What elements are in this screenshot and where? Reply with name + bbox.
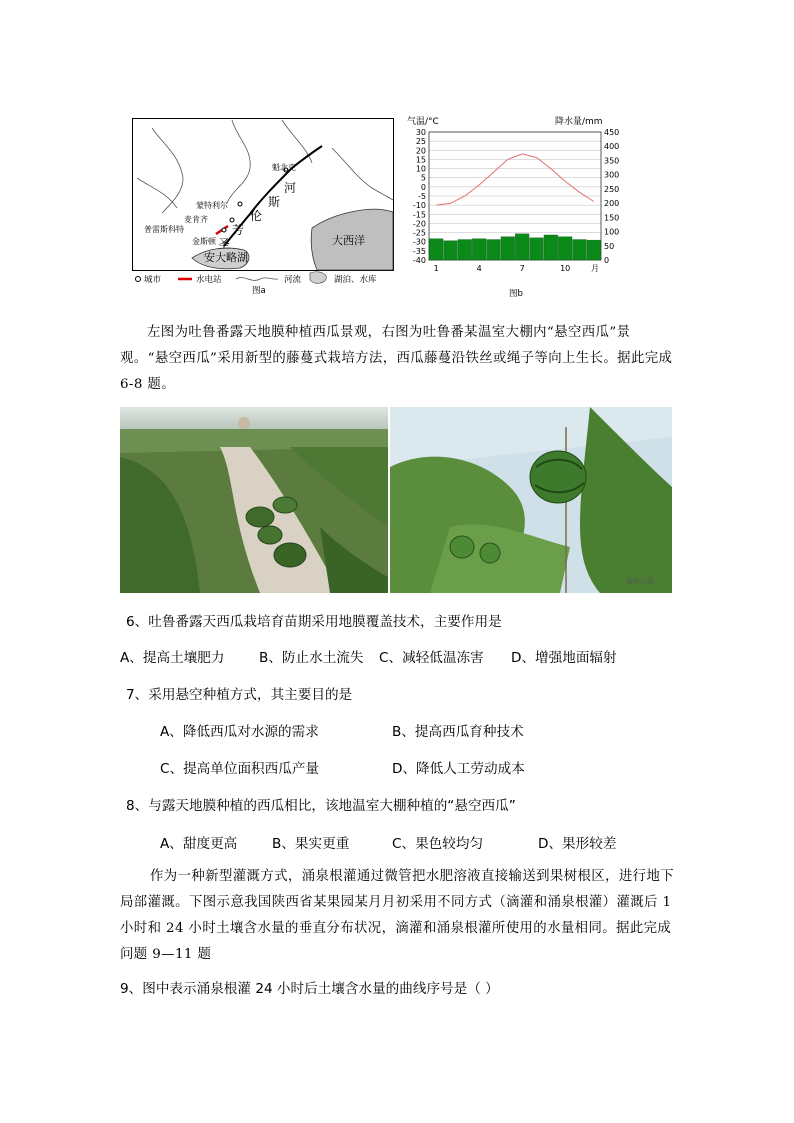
- map-label-mackenzie: 麦肯齐: [184, 215, 208, 224]
- legend-lake-label: 湖泊、水库: [334, 275, 377, 285]
- chart-bar: [530, 238, 544, 260]
- photo-right-svg: [390, 407, 672, 593]
- chart-xlabel: 月: [591, 264, 599, 273]
- chart-left-tick-label: -20: [412, 219, 426, 229]
- chart-x-tick-labels: [434, 264, 599, 273]
- legend-river-icon: [236, 278, 278, 281]
- map-label-other-city: 普雷斯科特: [144, 225, 184, 234]
- irrigation-intro-paragraph: 作为一种新型灌溉方式，涌泉根灌通过微管把水肥溶液直接输送到果树根区，进行地下局部灌溉。下图示意我国陕西省某果园某月月初采用不同方式（滴灌和涌泉根灌）灌溉后 1 小时和 24 小时土壤含水量的垂直分布状况，滴灌和涌泉根灌所使用的水量相同。据此完成问题 9—11 题: [120, 869, 675, 962]
- chart-bar: [444, 241, 458, 260]
- q6-option-a[interactable]: A、提高土壤肥力: [120, 650, 225, 666]
- chart-bar: [573, 240, 587, 260]
- map-svg: [132, 118, 394, 296]
- q7-option-d[interactable]: D、降低人工劳动成本: [392, 761, 525, 777]
- q8-option-c[interactable]: C、果色较均匀: [392, 836, 484, 852]
- chart-left-tick-label: 20: [415, 146, 426, 156]
- legend-station-label: 水电站: [196, 275, 222, 285]
- chart-left-tick-label: -35: [412, 246, 426, 256]
- chart-right-tick-label: 250: [604, 184, 620, 194]
- q7-option-b[interactable]: B、提高西瓜育种技术: [392, 724, 524, 740]
- chart-right-tick-label: 350: [604, 156, 620, 166]
- legend-river-label: 河流: [284, 275, 302, 285]
- map-label-montreal: 蒙特利尔: [196, 201, 228, 210]
- q8-option-d[interactable]: D、果形较差: [538, 836, 617, 852]
- city-mackenzie-dot: [230, 218, 234, 222]
- legend-city-icon: [136, 277, 141, 282]
- chart-left-tick-label: -5: [418, 192, 426, 201]
- q8-option-a[interactable]: A、甜度更高: [160, 836, 238, 852]
- chart-left-tick-label: -15: [412, 210, 426, 220]
- chart-right-tick-label: 200: [604, 199, 620, 209]
- chart-left-tick-label: -10: [412, 201, 426, 211]
- chart-right-tick-label: 450: [604, 128, 620, 137]
- chart-right-tick-label: 150: [604, 213, 620, 223]
- q7-stem: 7、采用悬空种植方式，其主要目的是: [126, 687, 353, 703]
- chart-temperature-line: [436, 154, 594, 205]
- legend-city-label: 城市: [144, 275, 162, 285]
- chart-x-tick-label: 4: [476, 264, 482, 273]
- q9-stem: 9、图中表示涌泉根灌 24 小时后土壤含水量的曲线序号是（ ）: [120, 981, 499, 997]
- map-label-river-he: 河: [284, 181, 297, 195]
- legend-lake-icon: [310, 272, 326, 283]
- map-label-river-fang: 芳: [232, 223, 245, 237]
- photo-watermark: 温岭日报: [626, 577, 654, 585]
- chart-x-tick-label: 1: [433, 264, 439, 273]
- map-label-kingston: 金斯顿: [192, 237, 216, 246]
- city-kingston-dot: [222, 228, 226, 232]
- chart-right-tick-label: 100: [604, 227, 620, 237]
- chart-bar: [501, 237, 515, 260]
- city-montreal-dot: [238, 202, 242, 206]
- chart-left-tick-label: 30: [415, 128, 426, 137]
- q8-stem: 8、与露天地膜种植的西瓜相比，该地温室大棚种植的“悬空西瓜”: [126, 798, 516, 814]
- chart-left-tick-label: 25: [415, 137, 426, 147]
- map-label-river-lun: 伦: [250, 209, 263, 223]
- chart-right-tick-label: 0: [604, 256, 610, 265]
- chart-x-tick-label: 7: [519, 264, 525, 273]
- chart-left-tick-label: 0: [420, 182, 426, 192]
- photo-open-field-watermelon: [120, 407, 388, 593]
- map-label-saint: 圣: [218, 237, 231, 251]
- chart-precipitation-bars: [429, 234, 600, 260]
- chart-ylabel-left: 气温/°C: [407, 117, 439, 127]
- chart-bar: [544, 235, 558, 260]
- chart-caption: 图b: [509, 289, 523, 299]
- intro-paragraph: 左图为吐鲁番露天地膜种植西瓜景观，右图为吐鲁番某温室大棚内“悬空西瓜”景观。“悬空西瓜”采用新型的藤蔓式栽培方法，西瓜藤蔓沿铁丝或绳子等向上生长。据此完成 6-8 题。: [120, 325, 673, 392]
- climate-chart-svg: [405, 112, 620, 300]
- q6-option-b[interactable]: B、防止水土流失: [259, 650, 364, 666]
- chart-right-tick-label: 50: [604, 241, 615, 251]
- map-label-ontario-lake: 安大略湖: [204, 251, 248, 264]
- chart-bar: [487, 240, 501, 260]
- chart-right-tick-labels: [604, 128, 619, 265]
- chart-bar: [458, 240, 472, 260]
- map-label-atlantic: 大西洋: [332, 234, 365, 247]
- q6-option-c[interactable]: C、减轻低温冻害: [379, 650, 484, 666]
- q6-stem: 6、吐鲁番露天西瓜栽培育苗期采用地膜覆盖技术，主要作用是: [126, 614, 502, 630]
- chart-left-tick-label: -25: [412, 228, 426, 238]
- chart-bar: [429, 239, 443, 260]
- chart-ylabel-right: 降水量/mm: [555, 117, 603, 127]
- chart-left-tick-labels: [413, 128, 426, 265]
- chart-left-tick-label: 5: [420, 173, 426, 183]
- q7-option-c[interactable]: C、提高单位面积西瓜产量: [160, 761, 320, 777]
- climate-chart-figure-b: [405, 112, 620, 300]
- chart-bar: [587, 240, 601, 260]
- chart-left-tick-label: -40: [412, 256, 426, 265]
- chart-bar: [558, 237, 572, 260]
- chart-right-tick-label: 300: [604, 170, 620, 180]
- chart-x-tick-label: 10: [560, 264, 571, 273]
- map-label-river-si: 斯: [268, 195, 281, 209]
- q8-option-b[interactable]: B、果实更重: [272, 836, 350, 852]
- photo-hanging-watermelon: [390, 407, 672, 593]
- chart-bar: [515, 234, 529, 260]
- map-figure-a: [132, 118, 394, 296]
- chart-right-tick-label: 400: [604, 142, 620, 152]
- q7-option-a[interactable]: A、降低西瓜对水源的需求: [160, 724, 319, 740]
- photo-left-svg: [120, 407, 388, 593]
- chart-left-tick-label: 10: [415, 164, 426, 174]
- q6-option-d[interactable]: D、增强地面辐射: [511, 650, 617, 666]
- map-label-quebec: 魁北克: [272, 163, 296, 172]
- chart-left-tick-label: 15: [415, 155, 426, 165]
- chart-left-tick-label: -30: [412, 237, 426, 247]
- map-caption: 图a: [252, 286, 266, 296]
- chart-bar: [472, 239, 486, 260]
